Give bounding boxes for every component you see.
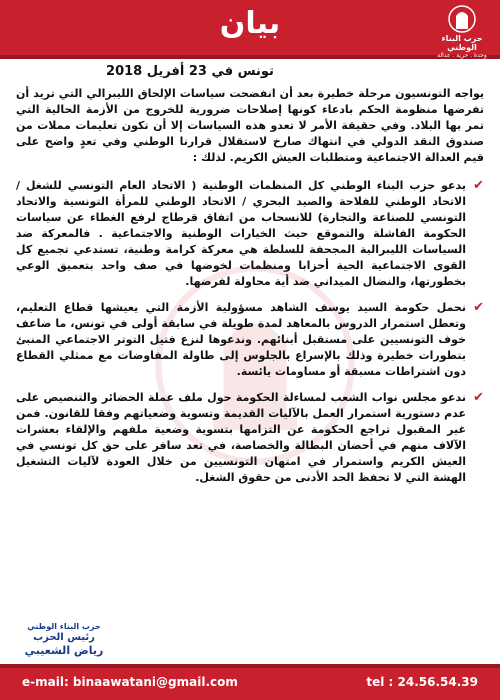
logo-slogan: وحدة . حرية . عدالة اجتماعية bbox=[437, 52, 487, 66]
statement-date: تونس في 23 أفريل 2018 bbox=[106, 64, 274, 79]
list-item bbox=[16, 390, 484, 486]
footer-email: e-mail: binaawatani@gmail.com bbox=[22, 675, 238, 689]
signature-role: رئيس الحزب bbox=[33, 632, 95, 643]
footer-bar bbox=[0, 668, 500, 700]
checkmark-icon: ✔ bbox=[473, 390, 484, 405]
list-item bbox=[16, 178, 484, 290]
checkmark-icon: ✔ bbox=[473, 300, 484, 315]
emblem-icon bbox=[440, 4, 484, 34]
item-text: ندعو مجلس نواب الشعب لمساءلة الحكومة حول ملف عملة الحضائر والتنصيص على عدم دستورية استمرار العمل بالآليات القديمة وتسوية وضعياتهم وفقا للقانون. فمن غير المقبول تراجع الحكومة عن التزامها بتسوية وضعية ملفهم والإلقاء بعشرات الآلاف منهم في أحضان البطالة والخصاصة، في تعد سافر على حق كل تونسي في العيش الكريم واستمرار في امتهان التونسيين من خلال العودة لآليات التشغيل الهشة التي لا تحفظ الحد الأدنى من حقوق الشغل. bbox=[16, 391, 466, 484]
demands-list bbox=[16, 178, 484, 496]
list-item bbox=[16, 300, 484, 380]
page-title: بيان bbox=[219, 6, 281, 41]
intro-paragraph: يواجه التونسيون مرحلة خطيرة بعد أن انفضحت سياسات الإلحاق الليبرالي التي تريد أن تفرضها منظومة الحكم بادعاء كونها إصلاحات ضرورية للخروج من الأزمة الحالية التي تمر بها البلاد. وفي حقيقة الأمر لا تعدو هذه السياسات إلا أن تكون تعليمات مملات من صندوق النقد الدولي في انتهاك صارخ لاستقلال قرارنا الوطني وفي تعدٍ واضح على قيم العدالة الاجتماعية ومتطلبات العيش الكريم. لذلك : bbox=[16, 87, 484, 164]
signature-person: رياض الشعيبي bbox=[24, 644, 104, 657]
signature-party: حزب البناء الوطني bbox=[27, 622, 101, 631]
footer-phone: tel : 24.56.54.39 bbox=[366, 675, 478, 689]
checkmark-icon: ✔ bbox=[473, 178, 484, 193]
item-text: نحمل حكومة السيد يوسف الشاهد مسؤولية الأزمة التي يعيشها قطاع التعليم، وتعطل استمرار الدروس بالمعاهد لمدة طويلة في سابقة أولى في تونس، ما ضاعف خوف التونسيين على مستقبل أبنائهم. وندعوها لنزع فتيل التوتر الاجتماعي المنبئ بتطورات خطيرة وذلك بالإسراع بالجلوس إلى طاولة المفاوضات مع ممثلي القطاع دون اشتراطات مسبقة أو مساومات يائسة. bbox=[16, 301, 466, 378]
logo-party-name: حزب البناء الوطني bbox=[441, 34, 483, 52]
header-divider bbox=[0, 55, 500, 59]
party-logo bbox=[432, 4, 492, 66]
signature-block bbox=[14, 622, 114, 657]
item-text: يدعو حزب البناء الوطني كل المنظمات الوطنية ( الاتحاد العام التونسي للشغل / الاتحاد الوطني للفلاحة والصيد البحري / الاتحاد الوطني للمرأة التونسية والاتحاد التونسي للصناعة والتجارة) للانسحاب من اتفاق قرطاج لرفع الغطاء عن سياسات الحكومة الفاشلة والتموقع حيث الخيارات الوطنية والاجتماعية . فالمعركة ضد السياسات الليبرالية المجحفة للسلطة هي معركة كرامة وطنية، تستدعي تجميع كل القوى الاجتماعية الحية أحزابا ومنظمات لخوضها في صف واحد بتعميق الوعي بخطورتها، والنضال الميداني ضد أية محاولة لفرضها. bbox=[16, 179, 466, 288]
